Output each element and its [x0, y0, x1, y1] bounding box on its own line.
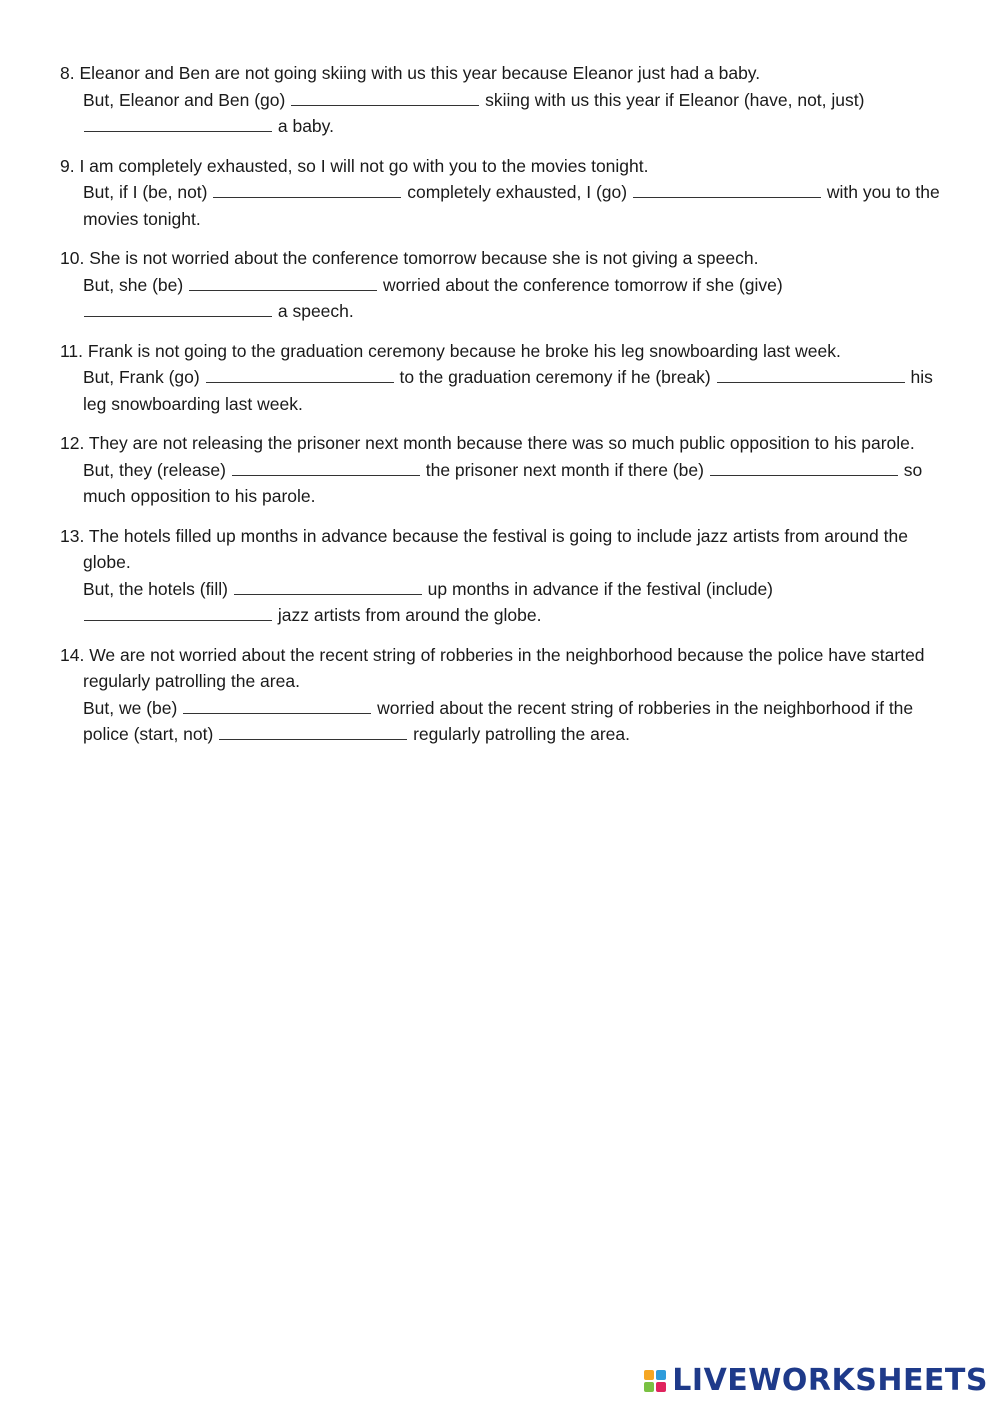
exercise-8: [60, 60, 945, 140]
exercise-answer: [60, 364, 945, 417]
answer-text: But, Eleanor and Ben (go): [83, 89, 286, 110]
answer-text: But, Frank (go): [83, 367, 200, 387]
exercise-prompt: 12. They are not releasing the prisoner next month because there was so much public opposition to his parole.: [60, 433, 915, 453]
exercise-answer: [60, 272, 945, 325]
answer-text: so much opposition to his parole.: [83, 459, 923, 506]
answer-blank[interactable]: [84, 602, 272, 621]
exercise-10: [60, 245, 945, 325]
answer-text: But, we (be): [83, 697, 178, 718]
brand-name: LIVEWORKSHEETS: [672, 1363, 988, 1398]
answer-text: a speech.: [277, 301, 354, 321]
answer-blank[interactable]: [710, 457, 898, 476]
exercise-prompt: 14. We are not worried about the recent string of robberies in the neighborhood because the police have started regularly patrolling the area.: [60, 644, 925, 691]
answer-text: But, she (be): [83, 274, 184, 295]
answer-text: a baby.: [277, 116, 334, 136]
answer-blank[interactable]: [84, 113, 272, 132]
answer-blank[interactable]: [84, 298, 272, 317]
answer-text: with you to the movies tonight.: [83, 182, 940, 229]
exercise-prompt: 11. Frank is not going to the graduation ceremony because he broke his leg snowboarding last week.: [60, 340, 841, 361]
answer-blank[interactable]: [717, 364, 905, 383]
answer-text: But, the hotels (fill): [83, 578, 228, 599]
logo-square: [656, 1370, 666, 1380]
answer-text: But, they (release): [83, 459, 226, 480]
exercise-9: [60, 153, 945, 233]
answer-blank[interactable]: [189, 272, 377, 291]
answer-text: his leg snowboarding last week.: [83, 367, 933, 414]
answer-text: skiing with us this year if Eleanor (have, not, just): [485, 89, 865, 110]
answer-blank[interactable]: [232, 457, 420, 476]
logo-square: [644, 1382, 654, 1392]
worksheet: [60, 60, 945, 761]
answer-text: worried about the recent string of robberies in the neighborhood if the police (start, not): [83, 697, 914, 744]
exercise-answer: [60, 576, 945, 629]
answer-blank[interactable]: [234, 576, 422, 595]
exercise-prompt: 9. I am completely exhausted, so I will not go with you to the movies tonight.: [60, 155, 649, 176]
liveworksheets-brand[interactable]: [644, 1363, 988, 1398]
exercise-answer: [60, 179, 945, 232]
answer-blank[interactable]: [633, 179, 821, 198]
answer-text: But, if I (be, not): [83, 182, 208, 202]
exercise-answer: [60, 695, 945, 748]
liveworksheets-logo-icon: [644, 1370, 666, 1392]
answer-text: completely exhausted, I (go): [407, 182, 628, 202]
answer-blank[interactable]: [183, 695, 371, 714]
exercise-answer: [60, 457, 945, 510]
answer-text: regularly patrolling the area.: [413, 724, 631, 744]
exercise-answer: [60, 87, 945, 140]
exercise-prompt: 10. She is not worried about the conference tomorrow because she is not giving a speech.: [60, 248, 759, 268]
exercise-11: [60, 338, 945, 418]
exercise-prompt: 13. The hotels filled up months in advance because the festival is going to include jazz artists from around the globe.: [60, 525, 908, 572]
answer-text: jazz artists from around the globe.: [277, 605, 542, 625]
answer-blank[interactable]: [219, 721, 407, 740]
answer-blank[interactable]: [213, 179, 401, 198]
logo-square: [644, 1370, 654, 1380]
answer-blank[interactable]: [206, 364, 394, 383]
answer-text: worried about the conference tomorrow if she (give): [382, 274, 783, 295]
answer-text: up months in advance if the festival (include): [427, 578, 773, 599]
answer-blank[interactable]: [291, 87, 479, 106]
answer-text: to the graduation ceremony if he (break): [399, 367, 711, 387]
answer-text: the prisoner next month if there (be): [425, 459, 704, 480]
logo-square: [656, 1382, 666, 1392]
exercise-13: [60, 523, 945, 629]
exercise-12: [60, 430, 945, 510]
exercise-prompt: 8. Eleanor and Ben are not going skiing with us this year because Eleanor just had a baby.: [60, 63, 761, 83]
exercise-14: [60, 642, 945, 748]
